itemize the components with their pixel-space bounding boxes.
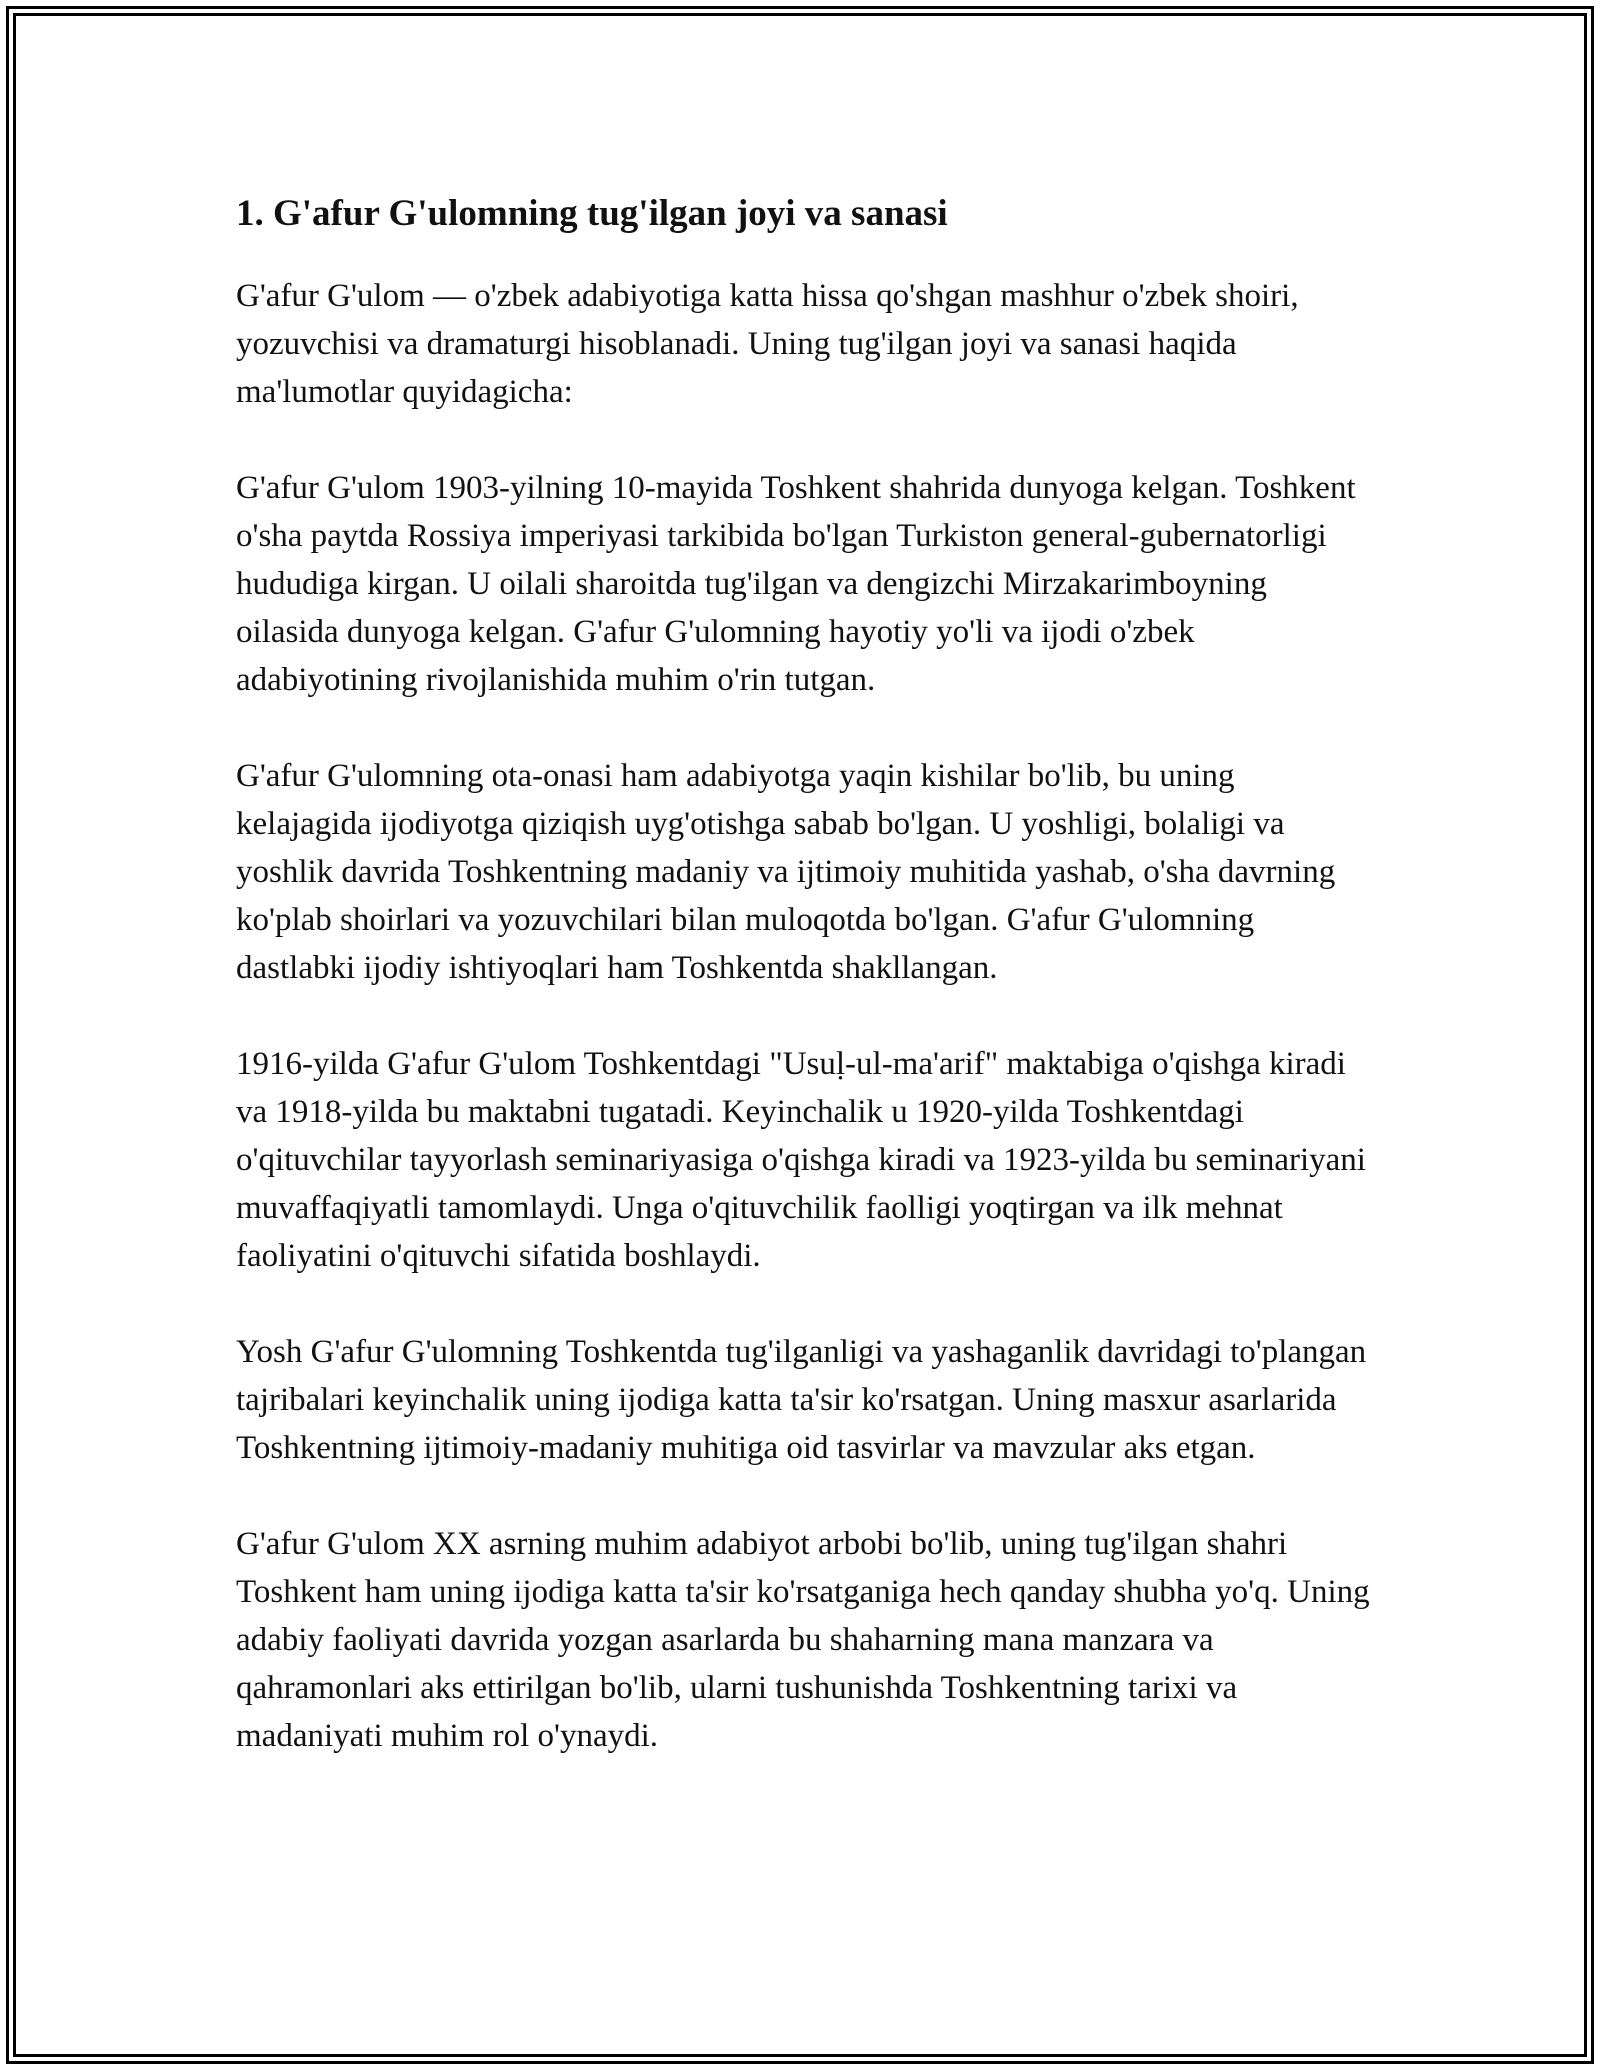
paragraph-intro: G'afur G'ulom — o'zbek adabiyotiga katta hissa qo'shgan mashhur o'zbek shoiri, yozuvchisi va dramaturgi hisoblanadi. Uning tug'ilgan joyi va sanasi haqida ma'lumotlar quyidagicha: [236, 278, 1299, 410]
paragraph-birth: G'afur G'ulom 1903-yilning 10-mayida Toshkent shahrida dunyoga kelgan. Toshkent o'sha paytda Rossiya imperiyasi tarkibida bo'lgan Turkiston general-gubernatorligi hududiga kirgan. U oilali sharoitda tug'ilgan va dengizchi Mirzakarimboyning oilasida dunyoga kelgan. G'afur G'ulomning hayotiy yo'li va ijodi o'zbek adabiyotining rivojlanishida muhim o'rin tutgan. [236, 470, 1356, 698]
paragraph-education: 1916-yilda G'afur G'ulom Toshkentdagi "Usuḷ-ul-ma'arif" maktabiga o'qishga kiradi va 1918-yilda bu maktabni tugatadi. Keyinchalik u 1920-yilda Toshkentdagi o'qituvchilar tayyorlash seminariyasiga o'qishga kiradi va 1923-yilda bu seminariyani muvaffaqiyatli tamomlaydi. Unga o'qituvchilik faolligi yoqtirgan va ilk mehnat faoliyatini o'qituvchi sifatida boshlaydi. [236, 1046, 1366, 1274]
document-body [236, 186, 1376, 1808]
paragraph-experience: Yosh G'afur G'ulomning Toshkentda tug'ilganligi va yashaganlik davridagi to'plangan tajribalari keyinchalik uning ijodiga katta ta'sir ko'rsatgan. Uning masxur asarlarida Toshkentning ijtimoiy-madaniy muhitiga oid tasvirlar va mavzular aks etgan. [236, 1334, 1367, 1466]
document-title: 1. G'afur G'ulomning tug'ilgan joyi va sanasi [236, 193, 948, 234]
paragraph-conclusion: G'afur G'ulom XX asrning muhim adabiyot arbobi bo'lib, uning tug'ilgan shahri Toshkent ham uning ijodiga katta ta'sir ko'rsatganiga hech qanday shubha yo'q. Uning adabiy faoliyati davrida yozgan asarlarda bu shaharning mana manzara va qahramonlari aks ettirilgan bo'lib, ularni tushunishda Toshkentning tarixi va madaniyati muhim rol o'ynaydi. [236, 1526, 1370, 1754]
paragraph-family: G'afur G'ulomning ota-onasi ham adabiyotga yaqin kishilar bo'lib, bu uning kelajagida ijodiyotga qiziqish uyg'otishga sabab bo'lgan. U yoshligi, bolaligi va yoshlik davrida Toshkentning madaniy va ijtimoiy muhitida yashab, o'sha davrning ko'plab shoirlari va yozuvchilari bilan muloqotda bo'lgan. G'afur G'ulomning dastlabki ijodiy ishtiyoqlari ham Toshkentda shakllangan. [236, 758, 1336, 986]
